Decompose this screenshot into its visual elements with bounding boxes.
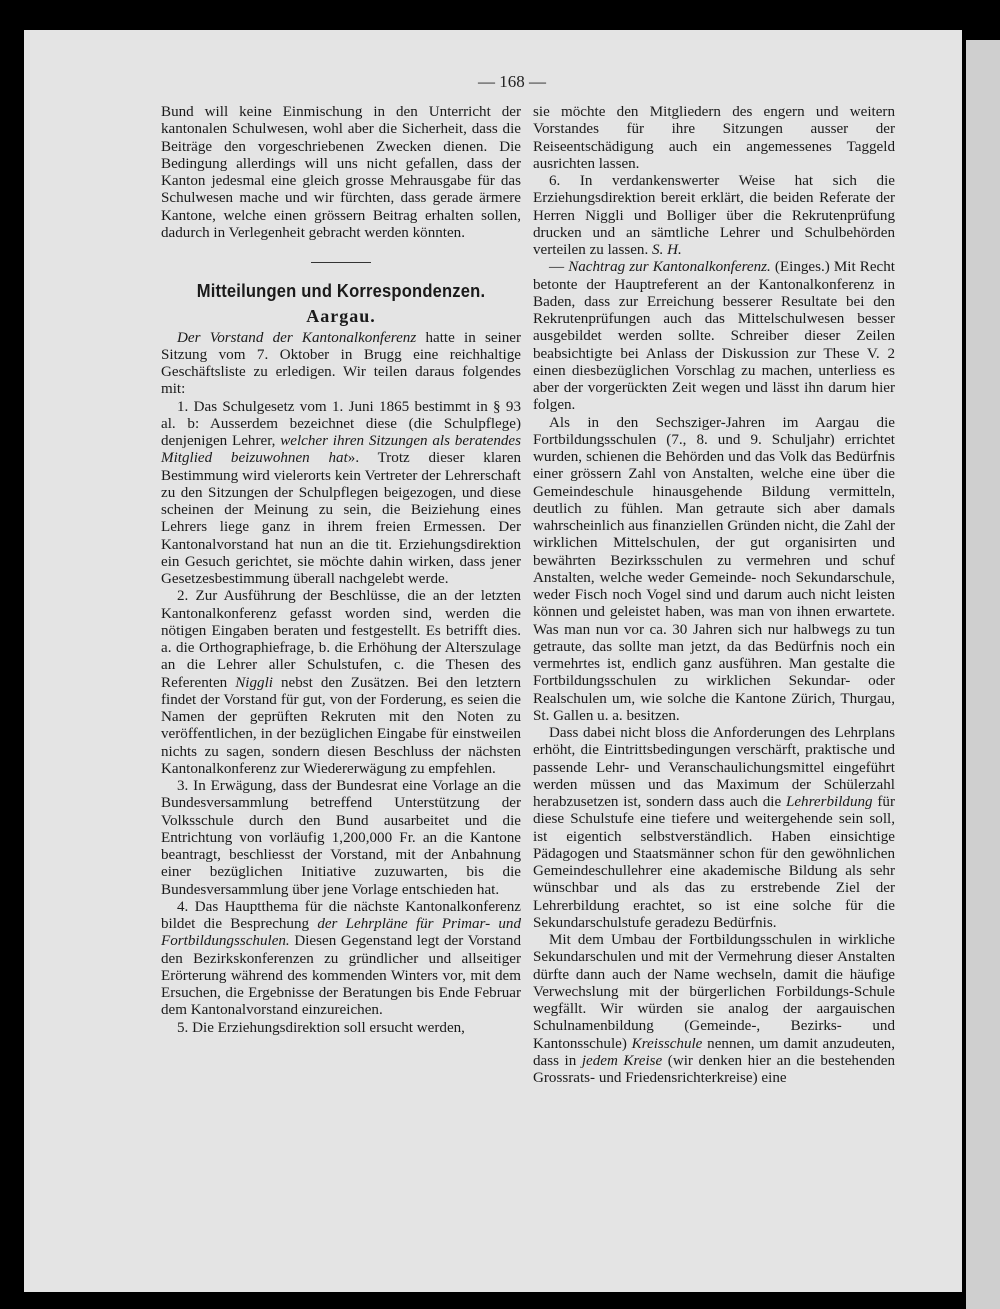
paragraph-umbau <box>533 932 895 1087</box>
paragraph-1 <box>161 399 521 589</box>
p4-italic: der Lehrpläne für Primar- und Fortbildungsschulen. <box>161 916 521 950</box>
umbau-italic-2: jedem Kreise <box>581 1052 663 1069</box>
umbau-text-b: nennen, um damit anzudeuten, dass in <box>533 1035 895 1069</box>
p4-text-a: 4. Das Hauptthema für die nächste Kantonalkonferenz bildet die Besprechung <box>161 898 521 932</box>
umbau-text-c: (wir denken hier an die bestehenden Grossrats- und Friedensrichterkreise) eine <box>533 1052 896 1086</box>
p2-italic: Niggli <box>235 674 273 691</box>
dass-italic: Lehrerbildung <box>785 794 873 810</box>
section-divider <box>311 262 371 263</box>
left-column <box>161 104 521 1037</box>
section-title: Mitteilungen und Korrespondenzen. <box>196 281 486 301</box>
p2-text-b: nebst den Zusätzen. Bei den letztern findet der Vorstand für gut, von der Forderung, es seien die Namen der geprüften Rekruten mit den Noten zu veröffentlichen, in der bezüglichen Eingabe für einstweilen nichts zu sagen, sondern diesen Beschluss der nächsten Kantonalkonferenz zur Wiedererwägung zu empfehlen. <box>161 674 521 777</box>
paragraph-sechziger: Als in den Sechsziger-Jahren im Aargau die Fortbildungsschulen (7., 8. und 9. Schuljahr) errichtet wurden, schienen die Behörden und das Volk das Bedürfnis einer grössern Zahl von Anstalten, welche eine über die Gemeindeschule hinausgehende Bildung vermitteln, deutlich zu fühlen. Man getraute sich aber damals wahrscheinlich aus finanziellen Gründen nicht, die Zahl der wirklichen Mittelschulen, der gut organisirten und bewährten Bezirksschulen zu vermehren und schuf Anstalten, welche weder Gemeinde- noch Sekundarschule, weder Fisch noch Vogel sind und darum auch nicht leisten können und geleistet haben, was man von ihnen erwartete. Was man nun vor ca. 30 Jahren sich nur halbwegs zu tun getraute, das sollte man jetzt, da das Bedürfnis noch ein vermehrtes ist, endlich ganz ausführen. Man gestalte die Fortbildungsschulen zu wirklichen Sekundar- oder Realschulen um, wie solche die Kantone Zürich, Thurgau, St. Gallen u. a. besitzen. <box>533 414 895 724</box>
umbau-italic-1: Kreisschule <box>631 1035 703 1052</box>
p1-text-b: ». Trotz dieser klaren Bestimmung wird vielerorts kein Vertreter der Lehrerschaft zu den Sitzungen der Schulpflegen beigezogen, und diese scheinen der Meinung zu sein, die Beiziehung eines Lehrers liege ganz in ihrem freien Ermessen. Der Kantonalvorstand hat nun an die tit. Erziehungsdirektion ein Gesuch gerichtet, sie möchte dahin wirken, dass jener Gesetzesbestimmung überall nachgelebt werde. <box>161 450 521 587</box>
vorstand-italic: Der Vorstand der Kantonalkonferenz <box>177 329 417 346</box>
p2-text-a: 2. Zur Ausführung der Beschlüsse, die an der letzten Kantonalkonferenz gefasst worden sind, werden die nötigen Eingaben beraten und festgestellt. Es betrifft dies. a. die Orthographiefrage, b. die Erhöhung der Alterszulage an die Lehrer aller Schulstufen, c. die Thesen des Referenten <box>161 588 521 691</box>
paragraph-dass <box>533 725 895 932</box>
p1-italic: welcher ihren Sitzungen als beratendes Mitglied beizuwohnen hat <box>161 433 521 467</box>
p4-text-b: Diesen Gegenstand legt der Vorstand den Bezirkskonferenzen zu gründlicher und allseitiger Erörterung während des kommenden Winters vor, mit dem Ersuchen, die Ergebnisse der Beratungen bis Ende Februar dem Kantonalvorstand einzureichen. <box>161 933 521 1019</box>
paragraph-nachtrag <box>533 259 895 414</box>
continuation-paragraph: sie möchte den Mitgliedern des engern und weitern Vorstandes für ihre Sitzungen ausser der Reiseentschädigung auch ein angemessenes Taggeld ausrichten lassen. <box>533 104 895 172</box>
dass-text-a: Dass dabei nicht bloss die Anforderungen des Lehrplans erhöht, die Eintrittsbedingungen verschärft, praktische und passende Lehr- und Veranschaulichungsmittel eingeführt werden müssen und das Maximum der Schülerzahl herabzusetzen ist, sondern dass auch die <box>533 725 895 810</box>
page-number: — 168 — <box>478 72 546 91</box>
dass-text-b: für diese Schulstufe eine tiefere und weitergehende sein soll, ist eigentich selbstverständlich. Haben einsichtige Pädagogen und Staatsmänner schon für den gewöhnlichen Gemeindeschullehrer eine akademische Bildung als sehr wünschbar und als das zu erstrebende Ziel der Lehrerbildung erachtet, so ist eine solche für die Sekundarschulstufe geradezu Bedürfnis. <box>533 794 895 931</box>
paragraph-4 <box>161 899 521 1020</box>
paragraph-vorstand <box>161 330 521 399</box>
nachtrag-dash: — <box>549 259 569 276</box>
paragraph-3: 3. In Erwägung, dass der Bundesrat eine Vorlage an die Bundesversammlung betreffend Unterstützung der Volksschule durch den Bund ausarbeitet und die Entrichtung von vorläufig 1,200,000 Fr. an die Kantone beantragt, beschliesst der Vorstand, mit der Anbahnung einer bezüglichen Initiative zuzuwarten, bis die Bundesversammlung über jene Vorlage entschieden hat. <box>161 778 521 898</box>
p6-text: 6. In verdankenswerter Weise hat sich die Erziehungsdirektion bereit erklärt, die beiden Referate der Herren Niggli und Bolliger über die Rekrutenprüfung drucken und an sämtliche Lehrer und Schulbehörden verteilen zu lassen. <box>533 173 895 258</box>
nachtrag-italic: Nachtrag zur Kantonalkonferenz. <box>568 259 771 276</box>
p6-signature: S. H. <box>652 242 682 258</box>
nachtrag-text: (Einges.) Mit Recht betonte der Hauptreferent an der Kantonalkonferenz in Baden, dass zur Erreichung besserer Resultate bei den Rekrutenprüfungen auch das Mittelschulwesen besser ausgebildet werden sollte. Schreiber dieser Zeilen beabsichtigte bei Anlass der Diskussion zur These V. 2 einen diesbezüglichen Vorschlag zu machen, unterliess es aber der vorgerückten Zeit wegen und lässt ihn darum hier folgen. <box>533 259 895 414</box>
umbau-text-a: Mit dem Umbau der Fortbildungsschulen in wirkliche Sekundarschulen und mit der Vermehrung dieser Anstalten dürfte dann auch der Name wechseln, damit die häufige Verwechslung mit der bürgerlichen Forbildungs-Schule wegfällt. Wir würden sie analog der aargauischen Schulnamenbildung (Gemeinde-, Bezirks- und Kantonsschule) <box>533 932 895 1052</box>
right-column <box>533 104 895 1087</box>
subsection-title: Aargau. <box>306 306 376 327</box>
intro-paragraph: Bund will keine Einmischung in den Unterricht der kantonalen Schulwesen, wohl aber die Sicherheit, dass die Beiträge den vorgeschriebenen Zwecken dienen. Die Bedingung allerdings will uns nicht gefallen, dass der Kanton jedesmal eine gleich grosse Mehrausgabe für das Schulwesen mache und wir fürchten, dass gerade ärmere Kantone, welche einen grössern Beitrag erhalten sollen, dadurch in Verlegenheit gebracht werden könnten. <box>161 104 521 241</box>
p1-text-a: 1. Das Schulgesetz vom 1. Juni 1865 bestimmt in § 93 al. b: Ausserdem bezeichnet diese (die Schulpflege) denjenigen Lehrer, <box>161 398 521 449</box>
next-page-edge <box>966 40 1000 1309</box>
paragraph-6 <box>533 173 895 259</box>
paragraph-5: 5. Die Erziehungsdirektion soll ersucht werden, <box>177 1019 465 1036</box>
vorstand-text: hatte in seiner Sitzung vom 7. Oktober in Brugg eine reichhaltige Geschäftsliste zu erledigen. Wir teilen daraus folgendes mit: <box>161 329 521 398</box>
paragraph-2 <box>161 588 521 778</box>
